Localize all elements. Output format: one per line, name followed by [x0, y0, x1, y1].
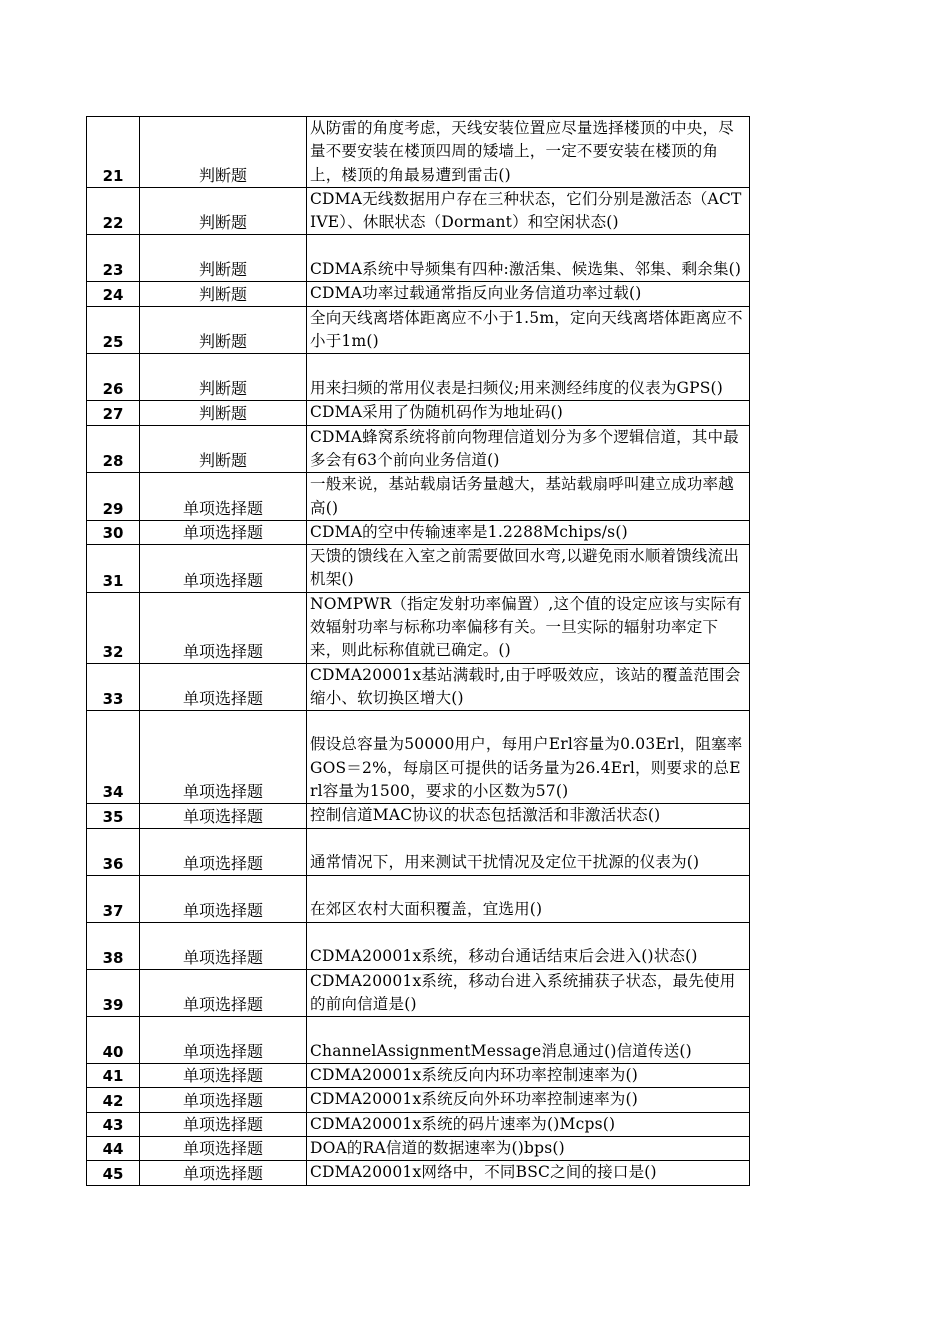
question-text: 全向天线离塔体距离应不小于1.5m，定向天线离塔体距离应不小于1m() — [307, 306, 750, 354]
question-number: 34 — [87, 711, 140, 804]
question-text: 假设总容量为50000用户，每用户Erl容量为0.03Erl，阻塞率GOS＝2%，每扇区可提供的话务量为26.4Erl，则要求的总Erl容量为1500，要求的小区数为57() — [307, 711, 750, 804]
question-text: 一般来说，基站载扇话务量越大，基站载扇呼叫建立成功率越高() — [307, 473, 750, 521]
question-type: 单项选择题 — [140, 545, 307, 593]
question-number: 43 — [87, 1112, 140, 1136]
question-text: CDMA20001x网络中，不同BSC之间的接口是() — [307, 1161, 750, 1185]
question-type: 单项选择题 — [140, 828, 307, 875]
question-number: 30 — [87, 520, 140, 544]
question-type: 判断题 — [140, 282, 307, 306]
table-row — [87, 1017, 750, 1064]
table-row — [87, 545, 750, 593]
question-text: CDMA系统中导频集有四种:激活集、候选集、邻集、剩余集() — [307, 235, 750, 282]
question-number: 45 — [87, 1161, 140, 1185]
question-number: 31 — [87, 545, 140, 593]
table-row — [87, 1161, 750, 1185]
question-type: 单项选择题 — [140, 473, 307, 521]
table-row — [87, 875, 750, 922]
question-type: 单项选择题 — [140, 592, 307, 663]
question-type: 判断题 — [140, 117, 307, 188]
question-type: 判断题 — [140, 187, 307, 235]
question-text: 通常情况下，用来测试干扰情况及定位干扰源的仪表为() — [307, 828, 750, 875]
table-row — [87, 663, 750, 711]
question-text: ChannelAssignmentMessage消息通过()信道传送() — [307, 1017, 750, 1064]
question-type: 单项选择题 — [140, 922, 307, 969]
table-row — [87, 282, 750, 306]
question-text: CDMA功率过载通常指反向业务信道功率过载() — [307, 282, 750, 306]
question-number: 35 — [87, 804, 140, 828]
question-number: 24 — [87, 282, 140, 306]
question-number: 40 — [87, 1017, 140, 1064]
question-text: CDMA20001x基站满载时,由于呼吸效应，该站的覆盖范围会缩小、软切换区增大() — [307, 663, 750, 711]
table-row — [87, 354, 750, 401]
question-type: 单项选择题 — [140, 1137, 307, 1161]
table-row — [87, 1112, 750, 1136]
question-table — [86, 116, 750, 1186]
question-text: 控制信道MAC协议的状态包括激活和非激活状态() — [307, 804, 750, 828]
table-row — [87, 804, 750, 828]
table-row — [87, 922, 750, 969]
question-number: 22 — [87, 187, 140, 235]
question-type: 单项选择题 — [140, 804, 307, 828]
question-type: 单项选择题 — [140, 663, 307, 711]
table-row — [87, 969, 750, 1017]
question-type: 单项选择题 — [140, 1088, 307, 1112]
question-type: 单项选择题 — [140, 711, 307, 804]
question-type: 单项选择题 — [140, 1161, 307, 1185]
question-number: 42 — [87, 1088, 140, 1112]
question-type: 判断题 — [140, 425, 307, 473]
table-row — [87, 1088, 750, 1112]
question-type: 单项选择题 — [140, 520, 307, 544]
question-number: 28 — [87, 425, 140, 473]
question-number: 41 — [87, 1064, 140, 1088]
question-text: 天馈的馈线在入室之前需要做回水弯,以避免雨水顺着馈线流出机架() — [307, 545, 750, 593]
question-table-body — [87, 117, 750, 1186]
question-type: 单项选择题 — [140, 1017, 307, 1064]
question-text: DOA的RA信道的数据速率为()bps() — [307, 1137, 750, 1161]
table-row — [87, 828, 750, 875]
question-type: 判断题 — [140, 306, 307, 354]
question-type: 判断题 — [140, 401, 307, 425]
question-number: 33 — [87, 663, 140, 711]
table-row — [87, 401, 750, 425]
question-number: 23 — [87, 235, 140, 282]
question-number: 27 — [87, 401, 140, 425]
question-number: 32 — [87, 592, 140, 663]
table-row — [87, 235, 750, 282]
table-row — [87, 306, 750, 354]
table-row — [87, 520, 750, 544]
question-text: CDMA蜂窝系统将前向物理信道划分为多个逻辑信道，其中最多会有63个前向业务信道() — [307, 425, 750, 473]
table-row — [87, 592, 750, 663]
question-text: 用来扫频的常用仪表是扫频仪;用来测经纬度的仪表为GPS() — [307, 354, 750, 401]
question-number: 26 — [87, 354, 140, 401]
question-number: 37 — [87, 875, 140, 922]
question-text: 在郊区农村大面积覆盖，宜选用() — [307, 875, 750, 922]
question-text: CDMA20001x系统反向内环功率控制速率为() — [307, 1064, 750, 1088]
question-type: 判断题 — [140, 235, 307, 282]
question-number: 38 — [87, 922, 140, 969]
question-number: 36 — [87, 828, 140, 875]
table-row — [87, 187, 750, 235]
question-text: NOMPWR（指定发射功率偏置）,这个值的设定应该与实际有效辐射功率与标称功率偏移有关。一旦实际的辐射功率定下来，则此标称值就已确定。() — [307, 592, 750, 663]
table-row — [87, 711, 750, 804]
question-number: 29 — [87, 473, 140, 521]
question-number: 25 — [87, 306, 140, 354]
question-type: 单项选择题 — [140, 1112, 307, 1136]
question-text: 从防雷的角度考虑，天线安装位置应尽量选择楼顶的中央，尽量不要安装在楼顶四周的矮墙上，一定不要安装在楼顶的角上，楼顶的角最易遭到雷击() — [307, 117, 750, 188]
question-type: 单项选择题 — [140, 875, 307, 922]
question-text: CDMA的空中传输速率是1.2288Mchips/s() — [307, 520, 750, 544]
question-number: 44 — [87, 1137, 140, 1161]
question-type: 单项选择题 — [140, 969, 307, 1017]
question-text: CDMA20001x系统的码片速率为()Mcps() — [307, 1112, 750, 1136]
question-type: 单项选择题 — [140, 1064, 307, 1088]
question-text: CDMA无线数据用户存在三种状态，它们分别是激活态（ACTIVE）、休眠状态（Dormant）和空闲状态() — [307, 187, 750, 235]
question-number: 21 — [87, 117, 140, 188]
question-text: CDMA采用了伪随机码作为地址码() — [307, 401, 750, 425]
question-text: CDMA20001x系统，移动台通话结束后会进入()状态() — [307, 922, 750, 969]
table-row — [87, 473, 750, 521]
table-row — [87, 1064, 750, 1088]
table-row — [87, 1137, 750, 1161]
question-text: CDMA20001x系统，移动台进入系统捕获子状态，最先使用的前向信道是() — [307, 969, 750, 1017]
question-type: 判断题 — [140, 354, 307, 401]
question-number: 39 — [87, 969, 140, 1017]
table-row — [87, 425, 750, 473]
table-row — [87, 117, 750, 188]
question-text: CDMA20001x系统反向外环功率控制速率为() — [307, 1088, 750, 1112]
